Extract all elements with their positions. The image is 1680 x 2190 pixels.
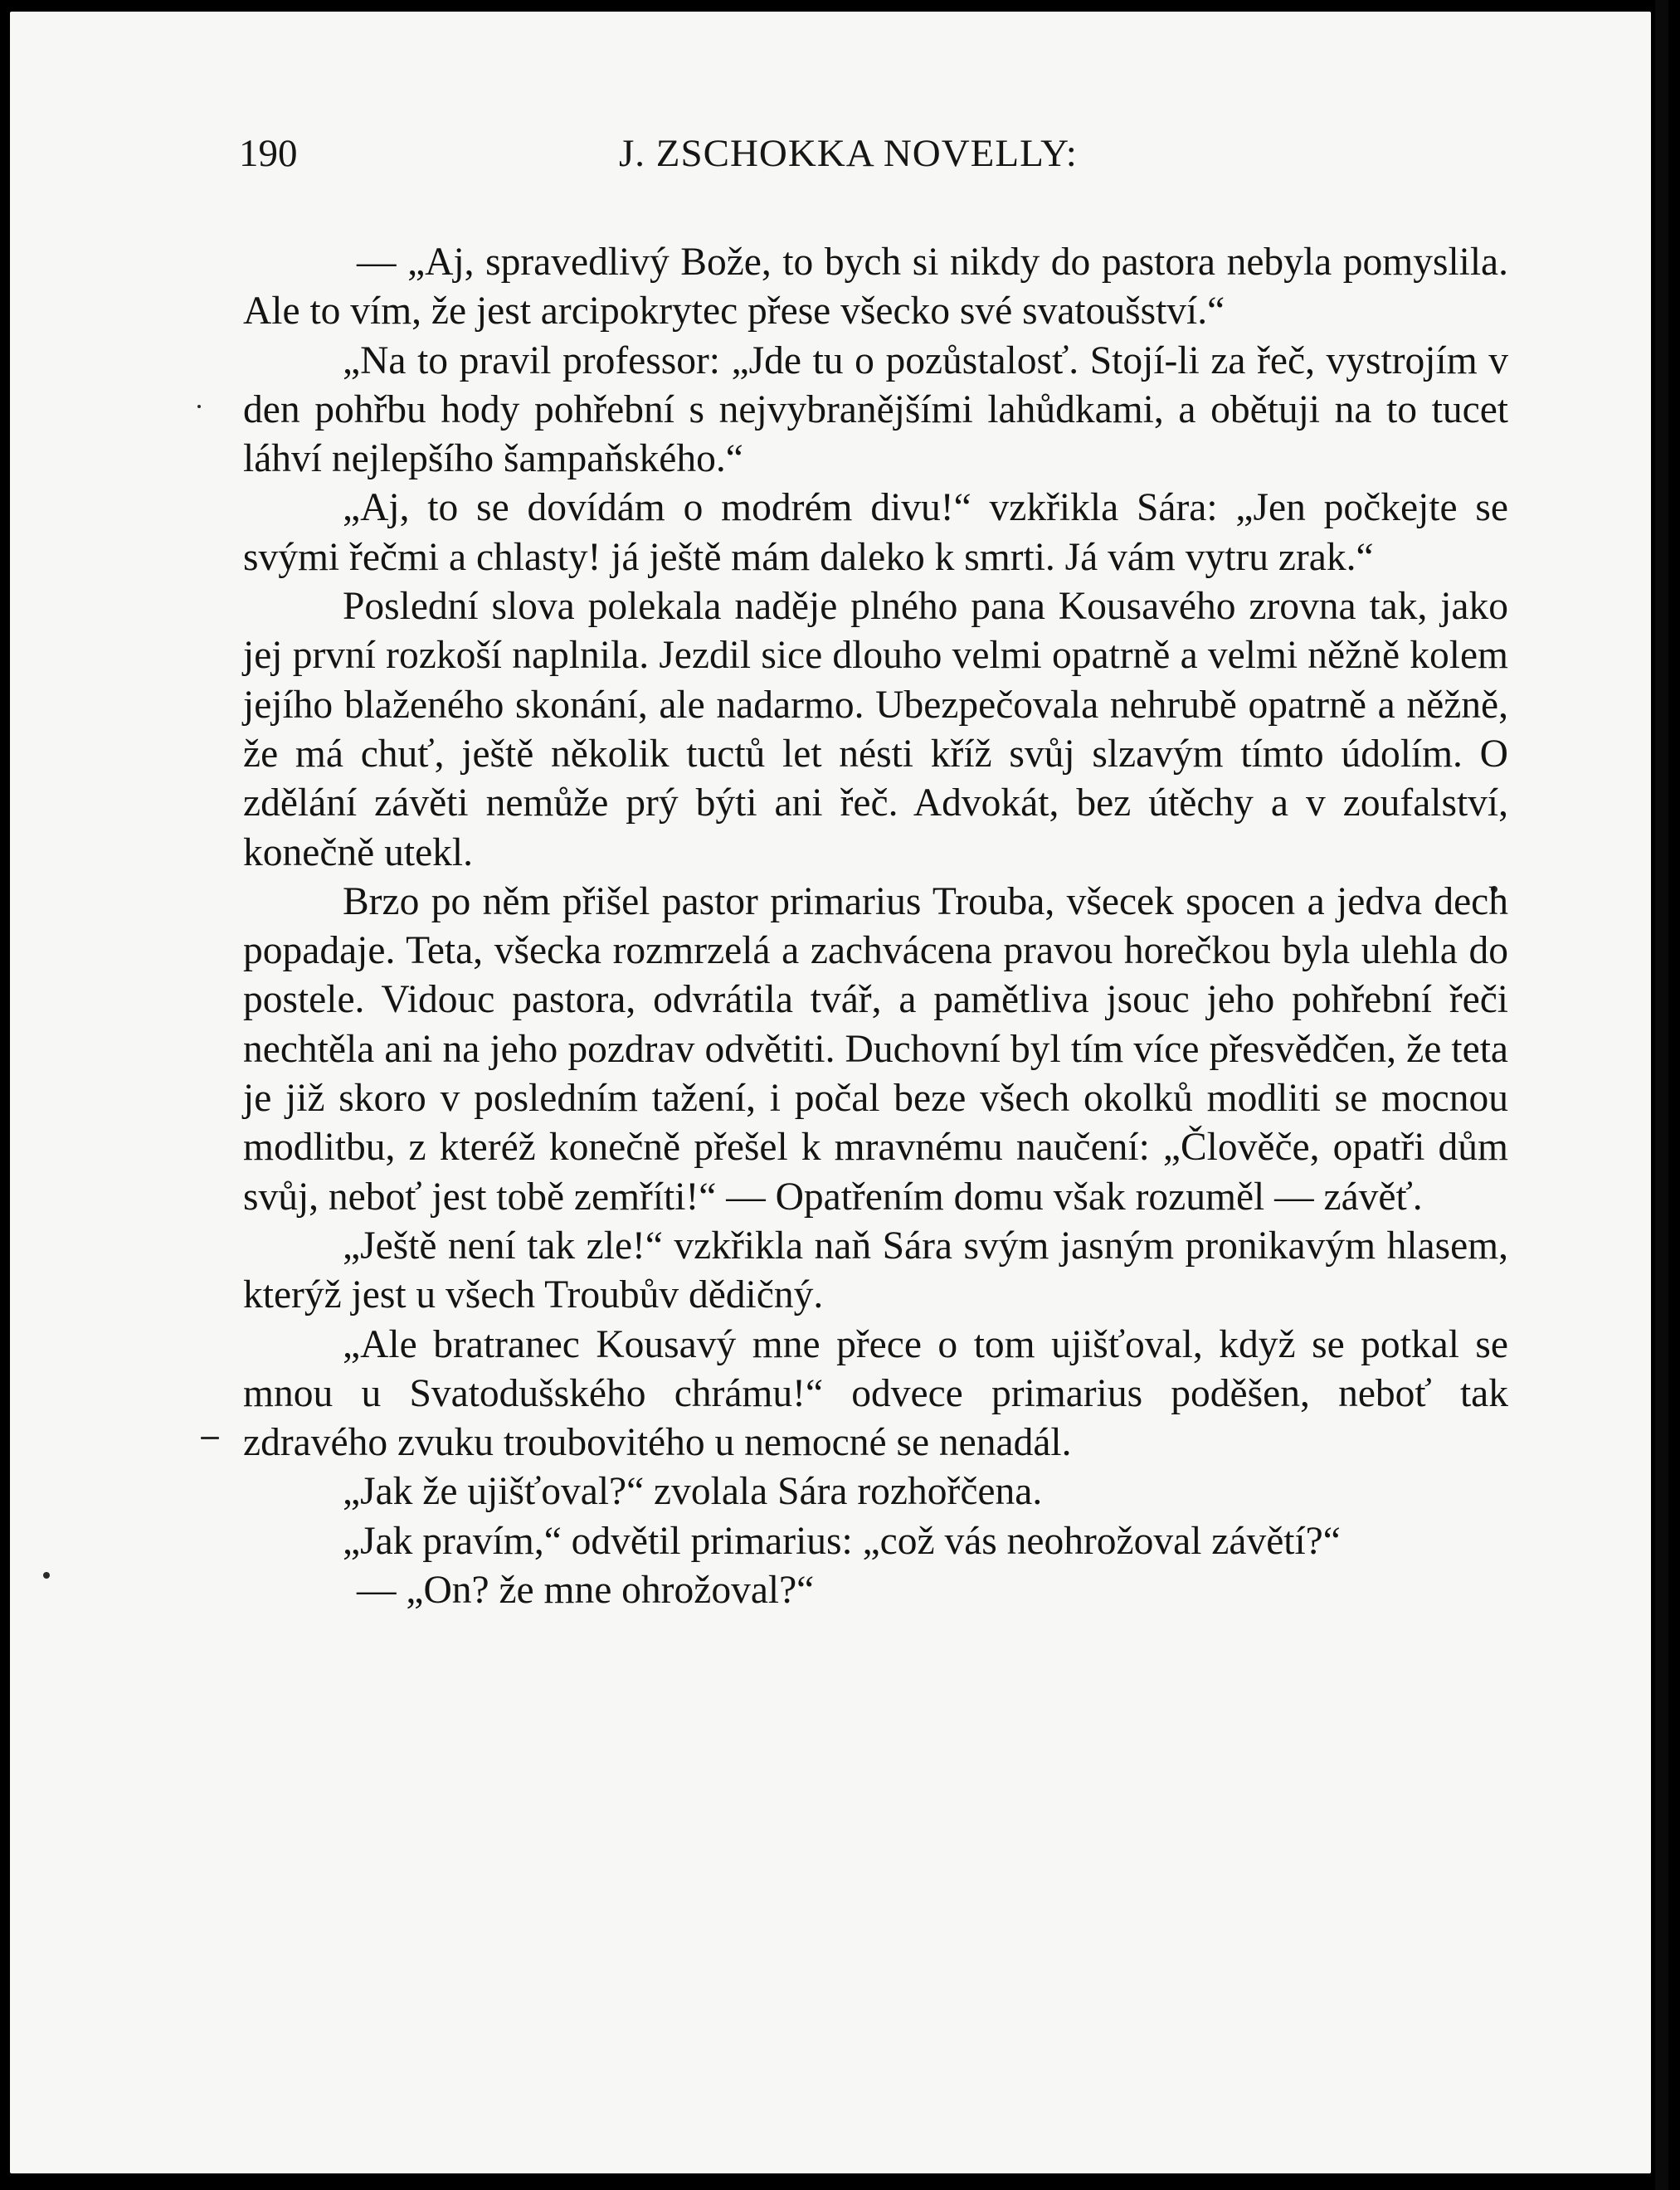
paragraph: — „Aj, spravedlivý Bože, to bych si nikdy do pastora nebyla pomyslila. Ale to vím, že jest arcipokrytec přese všecko své svatoušství.“ xyxy=(243,241,1508,333)
running-title: J. ZSCHOKKA NOVELLY: xyxy=(619,132,1078,175)
paragraph: „Jak pravím,“ odvětil primarius: „což vás neohrožoval závětí?“ xyxy=(343,1519,1341,1563)
paragraph: „Ale bratranec Kousavý mne přece o tom ujišťoval, když se potkal se mnou u Svatodušského chrámu!“ odvece primarius poděšen, neboť tak zdravého zvuku troubovitého u nemocné se nenadál. xyxy=(243,1322,1508,1465)
paragraph: „Ještě není tak zle!“ vzkřikla naň Sára svým jasným pronikavým hlasem, kterýž jest u všech Troubův dědičný. xyxy=(243,1224,1508,1317)
page-edge-shadow xyxy=(1655,0,1668,2190)
scan-speck xyxy=(197,405,201,408)
scan-speck xyxy=(201,1437,219,1439)
body-text xyxy=(243,238,1508,1615)
paragraph: Brzo po něm přišel pastor primarius Trouba, všecek spocen a jedva dech popadaje. Teta, všecka rozmrzelá a zachvácena pravou horečkou byla ulehla do postele. Vidouc pastora, odvrátila tvář, a pamětliva jsouc jeho pohřební řeči nechtěla ani na jeho pozdrav odvětiti. Duchovní byl tím více přesvědčen, že teta je již skoro v posledním tažení, i počal beze všech okolků modliti se mocnou modlitbu, z kteréž konečně přešel k mravnému naučení: „Člověče, opatři dům svůj, neboť jest tobě zemříti!“ — Opatřením domu však rozuměl — závěť. xyxy=(243,879,1508,1219)
paragraph: „Aj, to se dovídám o modrém divu!“ vzkřikla Sára: „Jen počkejte se svými řečmi a chlasty! já ještě mám daleko k smrti. Já vám vytru zrak.“ xyxy=(243,486,1508,579)
page-header xyxy=(239,131,1508,181)
paragraph: — „On? že mne ohrožoval?“ xyxy=(357,1569,815,1613)
paragraph: „Jak že ujišťoval?“ zvolala Sára rozhořčena. xyxy=(343,1470,1043,1514)
page-number: 190 xyxy=(239,132,298,175)
paragraph: Poslední slova polekala naděje plného pana Kousavého zrovna tak, jako jej první rozkoší naplnila. Jezdil sice dlouho velmi opatrně a velmi něžně kolem jejího blaženého skonání, ale nadarmo. Ubezpečovala nehrubě opatrně a něžně, že má chuť, ještě několik tuctů let nésti kříž svůj slzavým tímto údolím. O zdělání závěti nemůže prý býti ani řeč. Advokát, bez útěchy a v zoufalství, konečně utekl. xyxy=(243,585,1508,874)
scan-speck xyxy=(43,1572,50,1579)
paragraph: „Na to pravil professor: „Jde tu o pozůstalosť. Stojí-li za řeč, vystrojím v den pohřbu hody pohřební s nejvybranějšími lahůdkami, a obětuji na to tucet láhví nejlepšího šampaňského.“ xyxy=(243,338,1508,481)
